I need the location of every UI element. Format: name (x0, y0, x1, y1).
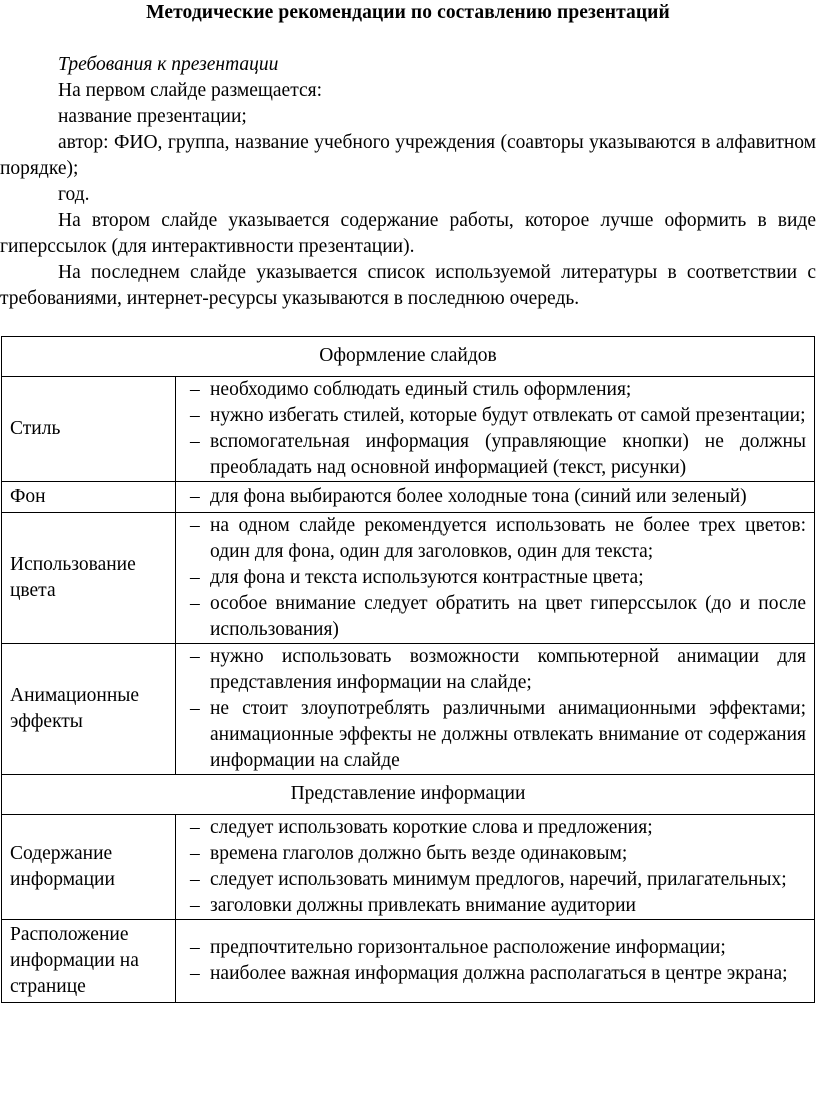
row-label: Использование цвета (2, 513, 176, 644)
dash-bullet: – (190, 698, 200, 719)
list-item (182, 815, 806, 841)
table-row (2, 513, 815, 644)
row-items (176, 377, 815, 482)
row-items (176, 482, 815, 513)
list-item (182, 377, 806, 403)
table-row (2, 482, 815, 513)
dash-bullet: – (190, 937, 200, 958)
table-section-header-row (2, 337, 815, 377)
list-item-text: наиболее важная информация должна располагаться в центре экрана; (210, 963, 788, 984)
intro-paragraph: На втором слайде указывается содержание работы, которое лучше оформить в виде гиперссылок (для интерактивности презентации). (0, 210, 816, 257)
row-label: Расположение информации на странице (2, 920, 176, 1003)
table-row (2, 815, 815, 920)
table-row (2, 377, 815, 482)
dash-bullet: – (190, 869, 200, 890)
list-item-text: вспомогательная информация (управляющие кнопки) не должны преобладать над основной информацией (текст, рисунки) (210, 431, 806, 478)
list-item (182, 591, 806, 643)
bullet-list (182, 935, 806, 987)
dash-bullet: – (190, 567, 200, 588)
dash-bullet: – (190, 515, 200, 536)
list-item (182, 644, 806, 696)
bullet-list (182, 377, 806, 481)
bullet-list (182, 815, 806, 919)
row-items (176, 920, 815, 1003)
table-section-header-row (2, 775, 815, 815)
dash-bullet: – (190, 593, 200, 614)
row-items (176, 815, 815, 920)
dash-bullet: – (190, 817, 200, 838)
list-item-text: не стоит злоупотреблять различными анимационными эффектами; анимационные эффекты не должны отвлекать внимание от содержания информации на слайде (210, 698, 806, 771)
list-item-text: времена глаголов должно быть везде одинаковым; (210, 843, 628, 864)
section-header: Оформление слайдов (2, 337, 815, 377)
dash-bullet: – (190, 895, 200, 916)
list-item (182, 867, 806, 893)
intro-subheading: Требования к презентации (58, 54, 279, 75)
list-item-text: нужно использовать возможности компьютерной анимации для представления информации на слайде; (210, 646, 806, 693)
intro-section (0, 52, 816, 312)
bullet-list (182, 513, 806, 643)
list-item-text: необходимо соблюдать единый стиль оформления; (210, 379, 632, 400)
row-label: Фон (2, 482, 176, 513)
list-item-text: особое внимание следует обратить на цвет гиперссылок (до и после использования) (210, 593, 806, 640)
list-item (182, 513, 806, 565)
row-label: Стиль (2, 377, 176, 482)
table-row (2, 644, 815, 775)
list-item-text: следует использовать минимум предлогов, наречий, прилагательных; (210, 869, 787, 890)
intro-paragraph: год. (58, 184, 90, 205)
list-item (182, 841, 806, 867)
list-item (182, 429, 806, 481)
dash-bullet: – (190, 431, 200, 452)
list-item-text: для фона выбираются более холодные тона (синий или зеленый) (210, 486, 747, 507)
list-item (182, 565, 806, 591)
recommendations-table (1, 336, 815, 1003)
list-item (182, 893, 806, 919)
list-item (182, 935, 806, 961)
document-title: Методические рекомендации по составлению презентаций (146, 2, 670, 23)
dash-bullet: – (190, 646, 200, 667)
row-label: Анимационные эффекты (2, 644, 176, 775)
list-item-text: заголовки должны привлекать внимание аудитории (210, 895, 636, 916)
list-item-text: на одном слайде рекомендуется использовать не более трех цветов: один для фона, один для заголовков, один для текста; (210, 515, 806, 562)
dash-bullet: – (190, 963, 200, 984)
list-item (182, 484, 806, 510)
dash-bullet: – (190, 843, 200, 864)
list-item-text: предпочтительно горизонтальное расположение информации; (210, 937, 726, 958)
list-item-text: следует использовать короткие слова и предложения; (210, 817, 653, 838)
row-items (176, 644, 815, 775)
list-item-text: для фона и текста используются контрастные цвета; (210, 567, 644, 588)
table-row (2, 920, 815, 1003)
row-items (176, 513, 815, 644)
dash-bullet: – (190, 486, 200, 507)
list-item-text: нужно избегать стилей, которые будут отвлекать от самой презентации; (210, 405, 806, 426)
dash-bullet: – (190, 405, 200, 426)
list-item (182, 403, 806, 429)
intro-paragraph: На последнем слайде указывается список используемой литературы в соответствии с требованиями, интернет-ресурсы указываются в последнюю очередь. (0, 262, 816, 309)
bullet-list (182, 484, 806, 510)
bullet-list (182, 644, 806, 774)
list-item (182, 696, 806, 774)
list-item (182, 961, 806, 987)
intro-paragraph: На первом слайде размещается: (58, 80, 323, 101)
intro-paragraph: автор: ФИО, группа, название учебного учреждения (соавторы указываются в алфавитном порядке); (0, 132, 816, 179)
intro-paragraph: название презентации; (58, 106, 247, 127)
section-header: Представление информации (2, 775, 815, 815)
dash-bullet: – (190, 379, 200, 400)
row-label: Содержание информации (2, 815, 176, 920)
